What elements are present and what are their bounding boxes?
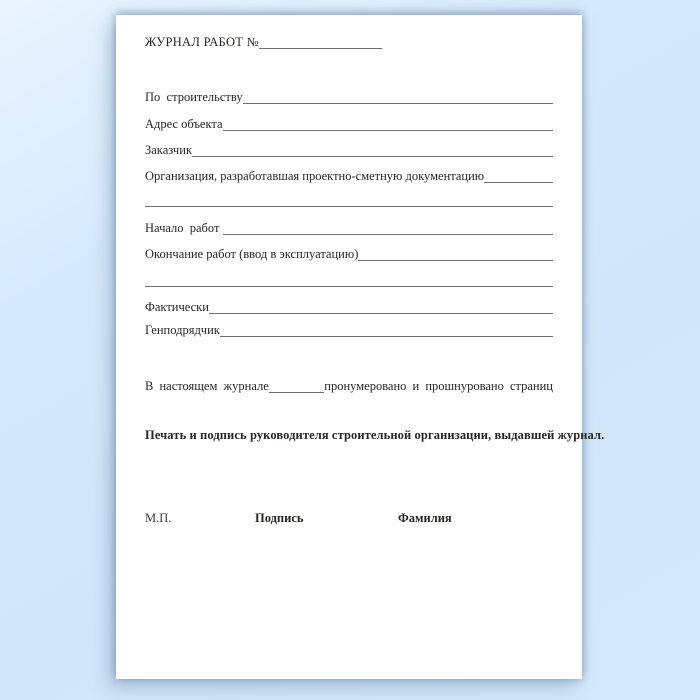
pages-count-after: пронумеровано и прошнуровано страниц [324,379,553,393]
field-work-end [145,246,553,262]
field-work-end-blank [358,260,553,261]
journal-number-blank [259,48,382,49]
field-construction-label: По строительству [145,90,243,104]
journal-title-row [145,34,553,50]
stamp-place-label: М.П. [145,511,172,525]
field-construction-blank [243,103,553,104]
field-object-address-blank [223,130,553,131]
signature-label: Подпись [255,511,304,525]
field-design-org [145,168,553,184]
field-general-contractor-blank [220,336,553,337]
document-page [116,15,605,679]
field-work-end-label: Окончание работ (ввод в эксплуатацию) [145,247,359,261]
continuation-line-1 [145,192,553,208]
field-customer-label: Заказчик [145,143,192,157]
journal-title: ЖУРНАЛ РАБОТ № [145,35,259,49]
field-construction [145,89,553,105]
pages-count-blank [269,392,324,393]
field-actual-label: Фактически [145,300,209,314]
field-work-start [145,220,553,236]
field-design-org-blank [484,182,553,183]
surname-label: Фамилия [398,511,452,525]
field-general-contractor-label: Генподрядчик [145,323,220,337]
field-customer [145,142,553,158]
continuation-line-2-blank [145,286,553,287]
field-actual [145,299,553,315]
field-general-contractor [145,322,553,338]
field-object-address [145,116,553,132]
field-actual-blank [209,313,553,314]
field-customer-blank [192,156,553,157]
stamp-signature-note [145,427,605,443]
pages-count-line [145,378,553,394]
signature-row [145,510,553,526]
field-design-org-label: Организация, разработавшая проектно-сметную документацию [145,169,485,183]
field-work-start-label: Начало работ [145,221,223,235]
field-object-address-label: Адрес объекта [145,117,223,131]
continuation-line-2 [145,272,553,288]
stamp-signature-note-text: Печать и подпись руководителя строительной организации, выдавшей журнал. [145,428,605,442]
continuation-line-1-blank [145,206,553,207]
pages-count-before: В настоящем журнале [145,379,269,393]
field-work-start-blank [223,234,553,235]
